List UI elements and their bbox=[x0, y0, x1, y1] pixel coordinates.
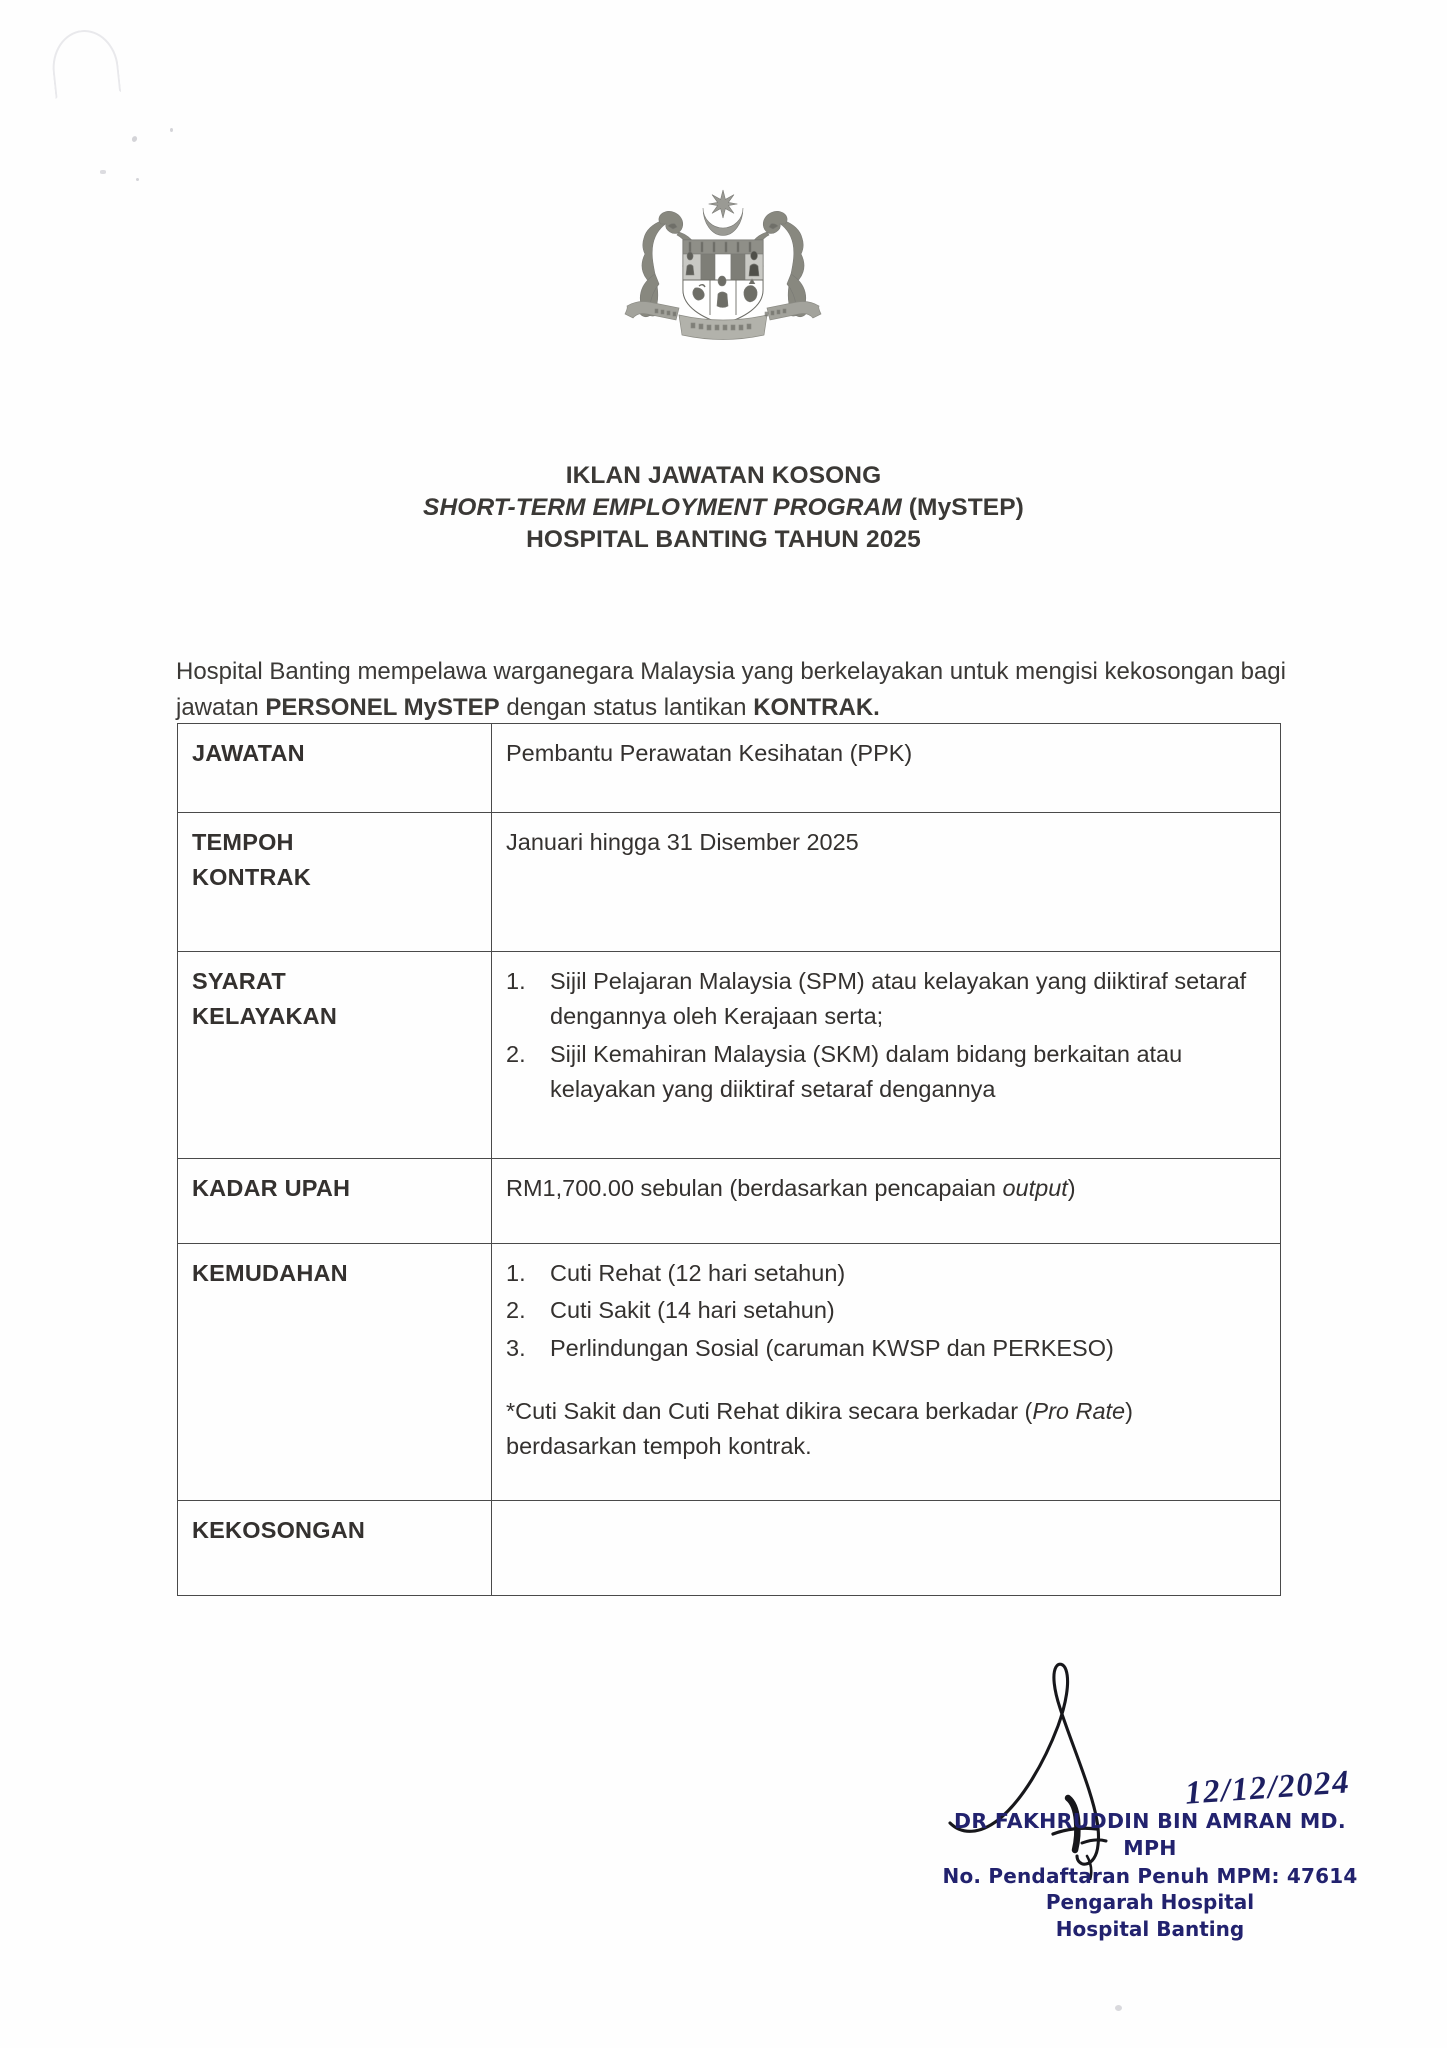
table-row-jawatan bbox=[178, 724, 1281, 813]
row-label-syarat-kelayakan bbox=[178, 952, 492, 1159]
kemudahan-note-suffix: ) bbox=[1125, 1397, 1133, 1424]
list-item bbox=[506, 964, 1266, 1035]
malaysia-coat-of-arms-emblem bbox=[583, 182, 863, 352]
table-row-tempoh-kontrak bbox=[178, 813, 1281, 952]
kemudahan-note-line-2: berdasarkan tempoh kontrak. bbox=[506, 1433, 812, 1459]
list-item-text: Cuti Rehat (12 hari setahun) bbox=[550, 1260, 846, 1286]
row-label-kadar-upah: KADAR UPAH bbox=[178, 1159, 492, 1244]
heading-line-1: IKLAN JAWATAN KOSONG bbox=[565, 462, 882, 489]
list-item-number: 3. bbox=[506, 1334, 526, 1361]
intro-bold-personel-mystep: PERSONEL MySTEP bbox=[265, 694, 500, 722]
kemudahan-note-spacer bbox=[506, 1368, 1266, 1394]
list-item-number: 2. bbox=[506, 1040, 526, 1067]
kemudahan-note-prefix: *Cuti Sakit dan Cuti Rehat dikira secara berkadar ( bbox=[506, 1397, 1033, 1424]
row-value-tempoh-kontrak: Januari hingga 31 Disember 2025 bbox=[492, 813, 1281, 952]
heading-line-3: HOSPITAL BANTING TAHUN 2025 bbox=[526, 525, 921, 553]
row-label-tempoh-line-2: KONTRAK bbox=[192, 864, 311, 891]
table-row-kemudahan bbox=[178, 1244, 1281, 1501]
table-row-syarat-kelayakan bbox=[178, 952, 1281, 1159]
signature-block bbox=[940, 1630, 1360, 1960]
intro-bold-kontrak: KONTRAK. bbox=[753, 694, 880, 722]
list-item-number: 1. bbox=[506, 968, 526, 994]
list-item-number: 2. bbox=[506, 1297, 526, 1324]
heading-line-2 bbox=[0, 492, 1447, 524]
table-row-kekosongan bbox=[178, 1501, 1281, 1596]
vacancy-details-table-wrapper bbox=[177, 723, 1281, 1596]
kadar-upah-italic-output: output bbox=[1002, 1175, 1068, 1201]
row-value-kadar-upah bbox=[492, 1159, 1281, 1244]
scan-artifact-speck bbox=[170, 128, 173, 132]
kadar-upah-prefix: RM1,700.00 sebulan (berdasarkan pencapaian bbox=[506, 1175, 1003, 1201]
stamp-registration-line: No. Pendaftaran Penuh MPM: 47614 bbox=[942, 1863, 1358, 1888]
scan-artifact-speck bbox=[1115, 2005, 1122, 2011]
intro-text-part-2: dengan status lantikan bbox=[499, 694, 754, 722]
heading-line-2-tail: (MySTEP) bbox=[901, 493, 1024, 521]
row-label-tempoh-kontrak bbox=[178, 813, 492, 952]
kemudahan-note-italic-pro-rate: Pro Rate bbox=[1032, 1397, 1126, 1424]
list-item bbox=[506, 1256, 1266, 1291]
scan-artifact-arc bbox=[49, 27, 122, 100]
stamp-hospital-line: Hospital Banting bbox=[1055, 1916, 1245, 1941]
intro-paragraph bbox=[176, 654, 1286, 727]
document-heading bbox=[0, 460, 1447, 556]
list-item-text: Sijil Pelajaran Malaysia (SPM) atau kelayakan yang diiktiraf setaraf dengannya oleh Kerajaan serta; bbox=[550, 968, 1247, 1030]
kemudahan-list bbox=[506, 1256, 1266, 1366]
kadar-upah-suffix: ) bbox=[1067, 1175, 1076, 1201]
scan-artifact-speck bbox=[136, 178, 139, 181]
row-value-kekosongan bbox=[492, 1501, 1281, 1596]
list-item bbox=[506, 1037, 1266, 1108]
scan-artifact-speck bbox=[100, 170, 106, 174]
row-label-kemudahan: KEMUDAHAN bbox=[178, 1244, 492, 1501]
scan-artifact-speck bbox=[131, 135, 138, 143]
list-item bbox=[506, 1293, 1266, 1328]
list-item-text: Cuti Sakit (14 hari setahun) bbox=[550, 1297, 835, 1324]
row-label-jawatan: JAWATAN bbox=[178, 724, 492, 813]
row-label-kekosongan: KEKOSONGAN bbox=[178, 1501, 492, 1596]
vacancy-details-table bbox=[177, 723, 1281, 1596]
row-value-jawatan: Pembantu Perawatan Kesihatan (PPK) bbox=[492, 724, 1281, 813]
syarat-list bbox=[506, 964, 1266, 1107]
handwritten-date: 12/12/2024 bbox=[1183, 1764, 1352, 1812]
stamp-title-line: Pengarah Hospital bbox=[1045, 1890, 1255, 1915]
list-item-text: Sijil Kemahiran Malaysia (SKM) dalam bidang berkaitan atau kelayakan yang diiktiraf setaraf dengannya bbox=[550, 1040, 1183, 1102]
row-label-syarat-line-2: KELAYAKAN bbox=[192, 1003, 338, 1030]
official-stamp bbox=[940, 1808, 1360, 1942]
stamp-name-line: DR FAKHRUDDIN BIN AMRAN MD. MPH bbox=[954, 1809, 1346, 1861]
list-item bbox=[506, 1331, 1266, 1366]
intro-text-part-1: Hospital Banting mempelawa warganegara Malaysia yang berkelayakan untuk mengisi kekosongan bagi jawatan bbox=[176, 658, 1286, 722]
row-value-kemudahan bbox=[492, 1244, 1281, 1501]
table-row-kadar-upah bbox=[178, 1159, 1281, 1244]
row-label-syarat-line-1: SYARAT bbox=[192, 968, 286, 994]
list-item-number: 1. bbox=[506, 1260, 526, 1286]
row-value-syarat-kelayakan bbox=[492, 952, 1281, 1159]
kemudahan-note-line-1 bbox=[506, 1394, 1266, 1429]
heading-line-2-italic: SHORT-TERM EMPLOYMENT PROGRAM bbox=[423, 493, 902, 521]
row-label-tempoh-line-1: TEMPOH bbox=[192, 829, 294, 855]
list-item-text: Perlindungan Sosial (caruman KWSP dan PERKESO) bbox=[550, 1334, 1114, 1361]
